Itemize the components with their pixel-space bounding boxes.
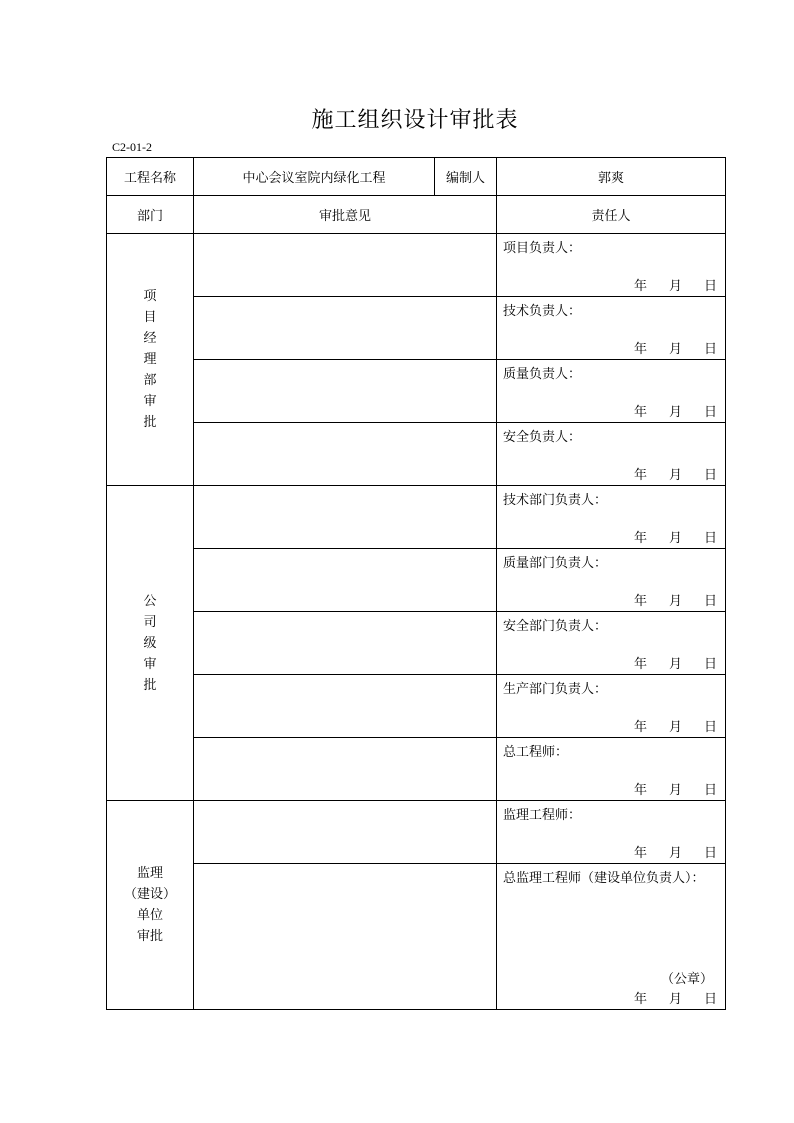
signoff-label: 项目负责人： [503,241,582,256]
signoff-cell[interactable] [497,549,726,612]
date-line: 年 月 日 [633,531,717,546]
header-row-project [107,158,726,196]
author-name-field[interactable]: 郭爽 [497,158,726,196]
date-line: 年 月 日 [633,468,717,483]
signoff-cell[interactable] [497,234,726,297]
signoff-cell[interactable] [497,612,726,675]
opinion-field[interactable] [194,612,497,675]
date-line: 年 月 日 [633,846,717,861]
table-row [107,423,726,486]
date-line: 年 月 日 [633,342,717,357]
date-line: 年 月 日 [633,720,717,735]
table-row [107,864,726,1010]
opinion-field[interactable] [194,864,497,1010]
signoff-cell[interactable] [497,297,726,360]
project-label: 工程名称 [107,158,194,196]
opinion-field[interactable] [194,360,497,423]
signoff-label: 安全负责人： [503,430,582,445]
opinion-field[interactable] [194,423,497,486]
section-label-project-dept: 项 目 经 理 部 审 批 [107,234,194,486]
signoff-label: 安全部门负责人： [503,619,608,634]
table-row [107,675,726,738]
signoff-cell[interactable] [497,423,726,486]
table-row [107,738,726,801]
signoff-label: 质量部门负责人： [503,556,608,571]
date-line: 年 月 日 [633,783,717,798]
table-row [107,234,726,297]
opinion-field[interactable] [194,486,497,549]
date-line: 年 月 日 [633,992,717,1007]
opinion-field[interactable] [194,234,497,297]
signoff-label: 质量负责人： [503,367,582,382]
table-row [107,486,726,549]
approval-table [106,157,726,1010]
opinion-field[interactable] [194,801,497,864]
official-seal-label: （公章） [660,972,713,987]
signoff-label: 技术负责人： [503,304,582,319]
form-code: C2-01-2 [112,140,152,154]
signoff-cell[interactable] [497,486,726,549]
opinion-field[interactable] [194,738,497,801]
form-title: 施工组织设计审批表 [311,108,519,133]
date-line: 年 月 日 [633,657,717,672]
table-row [107,297,726,360]
dept-header: 部门 [107,196,194,234]
header-row-columns [107,196,726,234]
signoff-cell[interactable] [497,738,726,801]
signoff-label: 监理工程师： [503,808,582,823]
signoff-cell[interactable] [497,360,726,423]
project-name-field[interactable]: 中心会议室院内绿化工程 [194,158,435,196]
date-line: 年 月 日 [633,279,717,294]
section-label-company: 公 司 级 审 批 [107,486,194,801]
table-row [107,360,726,423]
signoff-cell[interactable] [497,864,726,1010]
responsible-header: 责任人 [497,196,726,234]
date-line: 年 月 日 [633,405,717,420]
signoff-cell[interactable] [497,801,726,864]
opinion-header: 审批意见 [194,196,497,234]
signoff-label: 总监理工程师（建设单位负责人）： [503,871,705,886]
table-row [107,801,726,864]
date-line: 年 月 日 [633,594,717,609]
signoff-label: 技术部门负责人： [503,493,608,508]
signoff-cell[interactable] [497,675,726,738]
opinion-field[interactable] [194,675,497,738]
signoff-label: 生产部门负责人： [503,682,608,697]
author-label: 编制人 [435,158,497,196]
table-row [107,549,726,612]
signoff-label: 总工程师： [503,745,569,760]
opinion-field[interactable] [194,549,497,612]
table-row [107,612,726,675]
section-label-supervisor: 监理 （建设） 单位 审批 [107,801,194,1010]
opinion-field[interactable] [194,297,497,360]
